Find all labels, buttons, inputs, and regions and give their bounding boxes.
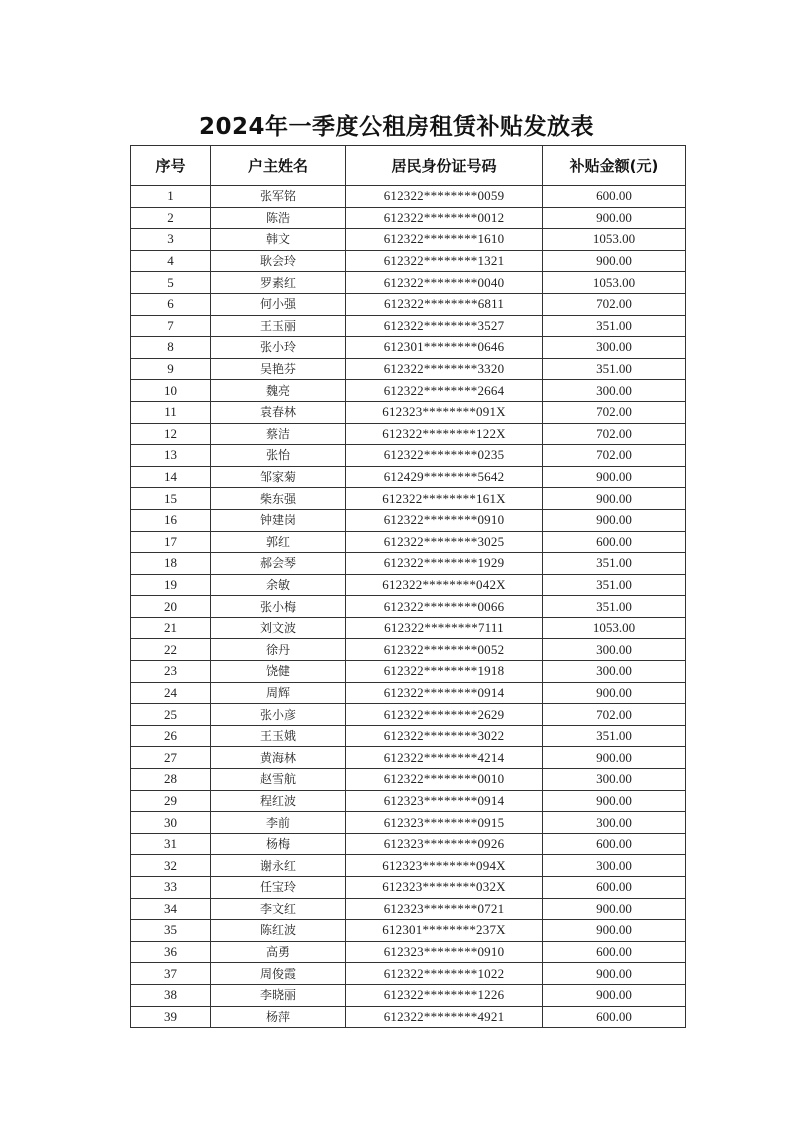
table-row bbox=[131, 337, 686, 359]
table-row bbox=[131, 553, 686, 575]
householder-name-cell: 王玉丽 bbox=[211, 315, 346, 337]
householder-name-cell: 李前 bbox=[211, 812, 346, 834]
subsidy-amount-cell: 600.00 bbox=[543, 941, 686, 963]
serial-number-cell: 3 bbox=[131, 229, 211, 251]
subsidy-amount-cell: 900.00 bbox=[543, 984, 686, 1006]
subsidy-amount-cell: 600.00 bbox=[543, 531, 686, 553]
table-row bbox=[131, 272, 686, 294]
subsidy-amount-cell: 1053.00 bbox=[543, 272, 686, 294]
serial-number-cell: 6 bbox=[131, 293, 211, 315]
serial-number-cell: 39 bbox=[131, 1006, 211, 1028]
householder-name-cell: 陈红波 bbox=[211, 920, 346, 942]
table-row bbox=[131, 509, 686, 531]
serial-number-cell: 37 bbox=[131, 963, 211, 985]
subsidy-amount-cell: 351.00 bbox=[543, 725, 686, 747]
table-row bbox=[131, 488, 686, 510]
table-row bbox=[131, 445, 686, 467]
householder-name-cell: 耿会玲 bbox=[211, 250, 346, 272]
householder-name-cell: 蔡洁 bbox=[211, 423, 346, 445]
subsidy-amount-cell: 900.00 bbox=[543, 509, 686, 531]
table-row bbox=[131, 186, 686, 208]
table-row bbox=[131, 617, 686, 639]
serial-number-cell: 30 bbox=[131, 812, 211, 834]
subsidy-amount-cell: 900.00 bbox=[543, 790, 686, 812]
id-number-cell: 612323********0915 bbox=[346, 812, 543, 834]
householder-name-cell: 杨梅 bbox=[211, 833, 346, 855]
id-number-cell: 612323********091X bbox=[346, 401, 543, 423]
subsidy-amount-cell: 300.00 bbox=[543, 855, 686, 877]
table-row bbox=[131, 769, 686, 791]
header-subsidy-amount: 补贴金额(元) bbox=[543, 146, 686, 186]
table-row bbox=[131, 466, 686, 488]
serial-number-cell: 29 bbox=[131, 790, 211, 812]
page-title: 2024年一季度公租房租赁补贴发放表 bbox=[198, 114, 594, 140]
householder-name-cell: 刘文波 bbox=[211, 617, 346, 639]
serial-number-cell: 11 bbox=[131, 401, 211, 423]
table-row bbox=[131, 1006, 686, 1028]
serial-number-cell: 26 bbox=[131, 725, 211, 747]
householder-name-cell: 韩文 bbox=[211, 229, 346, 251]
id-number-cell: 612322********7111 bbox=[346, 617, 543, 639]
subsidy-amount-cell: 702.00 bbox=[543, 401, 686, 423]
table-row bbox=[131, 812, 686, 834]
serial-number-cell: 25 bbox=[131, 704, 211, 726]
serial-number-cell: 20 bbox=[131, 596, 211, 618]
table-row bbox=[131, 358, 686, 380]
table-row bbox=[131, 423, 686, 445]
id-number-cell: 612322********3320 bbox=[346, 358, 543, 380]
id-number-cell: 612322********0052 bbox=[346, 639, 543, 661]
serial-number-cell: 24 bbox=[131, 682, 211, 704]
serial-number-cell: 38 bbox=[131, 984, 211, 1006]
table-row bbox=[131, 401, 686, 423]
householder-name-cell: 饶健 bbox=[211, 661, 346, 683]
table-row bbox=[131, 984, 686, 1006]
serial-number-cell: 31 bbox=[131, 833, 211, 855]
serial-number-cell: 21 bbox=[131, 617, 211, 639]
householder-name-cell: 柴东强 bbox=[211, 488, 346, 510]
header-serial-number: 序号 bbox=[131, 146, 211, 186]
householder-name-cell: 郝会琴 bbox=[211, 553, 346, 575]
subsidy-amount-cell: 900.00 bbox=[543, 466, 686, 488]
serial-number-cell: 22 bbox=[131, 639, 211, 661]
table-row bbox=[131, 898, 686, 920]
householder-name-cell: 谢永红 bbox=[211, 855, 346, 877]
serial-number-cell: 17 bbox=[131, 531, 211, 553]
id-number-cell: 612322********161X bbox=[346, 488, 543, 510]
id-number-cell: 612322********6811 bbox=[346, 293, 543, 315]
subsidy-table bbox=[130, 145, 686, 1028]
id-number-cell: 612322********3025 bbox=[346, 531, 543, 553]
table-row bbox=[131, 855, 686, 877]
id-number-cell: 612429********5642 bbox=[346, 466, 543, 488]
serial-number-cell: 10 bbox=[131, 380, 211, 402]
id-number-cell: 612322********122X bbox=[346, 423, 543, 445]
id-number-cell: 612322********0910 bbox=[346, 509, 543, 531]
id-number-cell: 612322********3527 bbox=[346, 315, 543, 337]
subsidy-amount-cell: 900.00 bbox=[543, 898, 686, 920]
id-number-cell: 612322********1610 bbox=[346, 229, 543, 251]
subsidy-amount-cell: 300.00 bbox=[543, 380, 686, 402]
subsidy-amount-cell: 900.00 bbox=[543, 488, 686, 510]
table-row bbox=[131, 682, 686, 704]
serial-number-cell: 13 bbox=[131, 445, 211, 467]
subsidy-amount-cell: 300.00 bbox=[543, 769, 686, 791]
serial-number-cell: 34 bbox=[131, 898, 211, 920]
householder-name-cell: 袁春林 bbox=[211, 401, 346, 423]
table-row bbox=[131, 293, 686, 315]
subsidy-amount-cell: 600.00 bbox=[543, 186, 686, 208]
id-number-cell: 612322********1929 bbox=[346, 553, 543, 575]
table-row bbox=[131, 639, 686, 661]
id-number-cell: 612323********0721 bbox=[346, 898, 543, 920]
table-header-row bbox=[131, 146, 686, 186]
serial-number-cell: 19 bbox=[131, 574, 211, 596]
householder-name-cell: 李晓丽 bbox=[211, 984, 346, 1006]
id-number-cell: 612322********0010 bbox=[346, 769, 543, 791]
id-number-cell: 612323********032X bbox=[346, 877, 543, 899]
table-row bbox=[131, 229, 686, 251]
householder-name-cell: 程红波 bbox=[211, 790, 346, 812]
table-row bbox=[131, 704, 686, 726]
header-id-number: 居民身份证号码 bbox=[346, 146, 543, 186]
serial-number-cell: 7 bbox=[131, 315, 211, 337]
subsidy-amount-cell: 351.00 bbox=[543, 553, 686, 575]
householder-name-cell: 郭红 bbox=[211, 531, 346, 553]
serial-number-cell: 32 bbox=[131, 855, 211, 877]
householder-name-cell: 张小梅 bbox=[211, 596, 346, 618]
householder-name-cell: 罗素红 bbox=[211, 272, 346, 294]
table-row bbox=[131, 790, 686, 812]
table-row bbox=[131, 207, 686, 229]
subsidy-amount-cell: 300.00 bbox=[543, 639, 686, 661]
subsidy-amount-cell: 300.00 bbox=[543, 661, 686, 683]
serial-number-cell: 1 bbox=[131, 186, 211, 208]
householder-name-cell: 余敏 bbox=[211, 574, 346, 596]
serial-number-cell: 28 bbox=[131, 769, 211, 791]
householder-name-cell: 钟建岗 bbox=[211, 509, 346, 531]
serial-number-cell: 16 bbox=[131, 509, 211, 531]
householder-name-cell: 黄海林 bbox=[211, 747, 346, 769]
householder-name-cell: 李文红 bbox=[211, 898, 346, 920]
id-number-cell: 612323********0914 bbox=[346, 790, 543, 812]
table-row bbox=[131, 315, 686, 337]
householder-name-cell: 张小玲 bbox=[211, 337, 346, 359]
table-row bbox=[131, 725, 686, 747]
id-number-cell: 612322********2664 bbox=[346, 380, 543, 402]
serial-number-cell: 15 bbox=[131, 488, 211, 510]
subsidy-amount-cell: 702.00 bbox=[543, 423, 686, 445]
id-number-cell: 612322********1022 bbox=[346, 963, 543, 985]
subsidy-amount-cell: 702.00 bbox=[543, 704, 686, 726]
serial-number-cell: 18 bbox=[131, 553, 211, 575]
id-number-cell: 612301********237X bbox=[346, 920, 543, 942]
subsidy-amount-cell: 900.00 bbox=[543, 747, 686, 769]
serial-number-cell: 4 bbox=[131, 250, 211, 272]
subsidy-amount-cell: 900.00 bbox=[543, 207, 686, 229]
serial-number-cell: 5 bbox=[131, 272, 211, 294]
householder-name-cell: 张军铭 bbox=[211, 186, 346, 208]
id-number-cell: 612301********0646 bbox=[346, 337, 543, 359]
table-row bbox=[131, 941, 686, 963]
table-row bbox=[131, 747, 686, 769]
householder-name-cell: 杨萍 bbox=[211, 1006, 346, 1028]
householder-name-cell: 吴艳芬 bbox=[211, 358, 346, 380]
householder-name-cell: 邹家菊 bbox=[211, 466, 346, 488]
subsidy-amount-cell: 300.00 bbox=[543, 337, 686, 359]
householder-name-cell: 王玉娥 bbox=[211, 725, 346, 747]
id-number-cell: 612323********0910 bbox=[346, 941, 543, 963]
id-number-cell: 612322********4921 bbox=[346, 1006, 543, 1028]
table-row bbox=[131, 661, 686, 683]
table-row bbox=[131, 920, 686, 942]
householder-name-cell: 周俊霞 bbox=[211, 963, 346, 985]
subsidy-amount-cell: 600.00 bbox=[543, 833, 686, 855]
householder-name-cell: 赵雪航 bbox=[211, 769, 346, 791]
table-row bbox=[131, 877, 686, 899]
subsidy-amount-cell: 900.00 bbox=[543, 963, 686, 985]
subsidy-amount-cell: 900.00 bbox=[543, 920, 686, 942]
subsidy-amount-cell: 900.00 bbox=[543, 250, 686, 272]
id-number-cell: 612322********1321 bbox=[346, 250, 543, 272]
householder-name-cell: 徐丹 bbox=[211, 639, 346, 661]
table-body bbox=[131, 186, 686, 1028]
table-row bbox=[131, 833, 686, 855]
householder-name-cell: 何小强 bbox=[211, 293, 346, 315]
serial-number-cell: 14 bbox=[131, 466, 211, 488]
subsidy-amount-cell: 351.00 bbox=[543, 315, 686, 337]
serial-number-cell: 27 bbox=[131, 747, 211, 769]
id-number-cell: 612322********4214 bbox=[346, 747, 543, 769]
subsidy-amount-cell: 1053.00 bbox=[543, 229, 686, 251]
serial-number-cell: 36 bbox=[131, 941, 211, 963]
householder-name-cell: 周辉 bbox=[211, 682, 346, 704]
subsidy-amount-cell: 702.00 bbox=[543, 445, 686, 467]
subsidy-amount-cell: 900.00 bbox=[543, 682, 686, 704]
householder-name-cell: 魏亮 bbox=[211, 380, 346, 402]
subsidy-amount-cell: 351.00 bbox=[543, 596, 686, 618]
table-row bbox=[131, 963, 686, 985]
subsidy-amount-cell: 600.00 bbox=[543, 1006, 686, 1028]
householder-name-cell: 任宝玲 bbox=[211, 877, 346, 899]
id-number-cell: 612322********0040 bbox=[346, 272, 543, 294]
id-number-cell: 612322********3022 bbox=[346, 725, 543, 747]
householder-name-cell: 高勇 bbox=[211, 941, 346, 963]
table-row bbox=[131, 596, 686, 618]
householder-name-cell: 张小彦 bbox=[211, 704, 346, 726]
subsidy-amount-cell: 600.00 bbox=[543, 877, 686, 899]
id-number-cell: 612322********0059 bbox=[346, 186, 543, 208]
serial-number-cell: 23 bbox=[131, 661, 211, 683]
subsidy-amount-cell: 351.00 bbox=[543, 358, 686, 380]
householder-name-cell: 张怡 bbox=[211, 445, 346, 467]
subsidy-amount-cell: 702.00 bbox=[543, 293, 686, 315]
id-number-cell: 612322********0235 bbox=[346, 445, 543, 467]
table-row bbox=[131, 380, 686, 402]
serial-number-cell: 33 bbox=[131, 877, 211, 899]
serial-number-cell: 35 bbox=[131, 920, 211, 942]
id-number-cell: 612322********0012 bbox=[346, 207, 543, 229]
serial-number-cell: 12 bbox=[131, 423, 211, 445]
subsidy-amount-cell: 351.00 bbox=[543, 574, 686, 596]
table-row bbox=[131, 250, 686, 272]
id-number-cell: 612322********1918 bbox=[346, 661, 543, 683]
serial-number-cell: 8 bbox=[131, 337, 211, 359]
id-number-cell: 612322********2629 bbox=[346, 704, 543, 726]
header-householder-name: 户主姓名 bbox=[211, 146, 346, 186]
table-row bbox=[131, 531, 686, 553]
subsidy-amount-cell: 1053.00 bbox=[543, 617, 686, 639]
householder-name-cell: 陈浩 bbox=[211, 207, 346, 229]
serial-number-cell: 2 bbox=[131, 207, 211, 229]
serial-number-cell: 9 bbox=[131, 358, 211, 380]
subsidy-amount-cell: 300.00 bbox=[543, 812, 686, 834]
id-number-cell: 612323********094X bbox=[346, 855, 543, 877]
id-number-cell: 612322********0914 bbox=[346, 682, 543, 704]
id-number-cell: 612322********1226 bbox=[346, 984, 543, 1006]
id-number-cell: 612323********0926 bbox=[346, 833, 543, 855]
table-row bbox=[131, 574, 686, 596]
id-number-cell: 612322********0066 bbox=[346, 596, 543, 618]
id-number-cell: 612322********042X bbox=[346, 574, 543, 596]
